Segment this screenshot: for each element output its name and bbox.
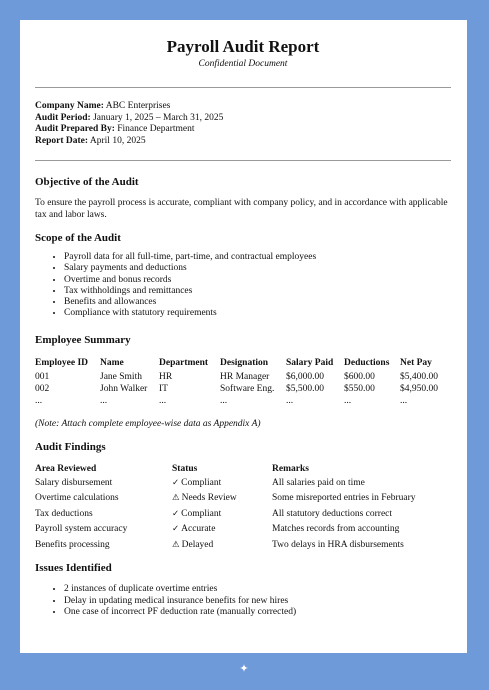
- status-cell: [172, 524, 272, 540]
- table-cell: IT: [159, 383, 168, 394]
- meta-value: ABC Enterprises: [105, 101, 171, 111]
- meta-value: April 10, 2025: [89, 135, 146, 146]
- table-header-row: [35, 464, 432, 478]
- list-item: • One case of incorrect PF deduction rate (manually corrected): [64, 607, 451, 618]
- check-icon: ✓: [172, 508, 180, 519]
- warning-icon: ⚠: [172, 539, 180, 550]
- remarks-cell: Matches records from accounting: [272, 524, 400, 535]
- meta-value: Finance Department: [117, 124, 195, 134]
- area-cell: Overtime calculations: [35, 493, 119, 504]
- table-cell: $550.00: [344, 383, 375, 394]
- list-item: • Payroll data for all full-time, part-time, and contractual employees: [64, 252, 451, 263]
- table-cell: 002: [35, 383, 50, 394]
- status-text: Needs Review: [181, 493, 237, 504]
- status-cell: [172, 540, 272, 556]
- list-item: • Tax withholdings and remittances: [64, 286, 451, 297]
- table-cell: John Walker: [100, 383, 148, 394]
- check-icon: ✓: [172, 477, 180, 488]
- list-item: • Salary payments and deductions: [64, 263, 451, 274]
- table-row: [35, 384, 451, 396]
- audit-findings-heading: Audit Findings: [35, 440, 106, 453]
- table-row: [35, 372, 451, 384]
- meta-company: [35, 101, 451, 113]
- table-cell: HR Manager: [220, 371, 270, 382]
- meta-report-date: [35, 136, 451, 148]
- audit-findings-table: [35, 464, 432, 556]
- table-cell: ...: [286, 395, 294, 406]
- column-header: Name: [100, 357, 124, 368]
- table-row: [35, 509, 432, 525]
- status-text: Delayed: [181, 539, 214, 550]
- table-header-row: [35, 358, 451, 372]
- column-header: Status: [172, 463, 198, 474]
- table-cell: $5,500.00: [286, 383, 324, 394]
- table-cell: 001: [35, 371, 50, 382]
- table-cell: ...: [100, 395, 108, 406]
- check-icon: ✓: [172, 524, 180, 535]
- scope-list: [35, 252, 451, 320]
- meta-period: [35, 113, 451, 125]
- list-item: • Overtime and bonus records: [64, 275, 451, 286]
- column-header: Department: [159, 357, 209, 368]
- report-subtitle: Confidential Document: [198, 59, 288, 69]
- remarks-cell: All salaries paid on time: [272, 477, 365, 488]
- area-cell: Salary disbursement: [35, 477, 113, 488]
- scope-heading: Scope of the Audit: [35, 232, 121, 244]
- status-text: Accurate: [181, 524, 216, 535]
- meta-label: Audit Period:: [35, 112, 91, 123]
- table-cell: $6,000.00: [286, 371, 324, 382]
- meta-value: January 1, 2025 – March 31, 2025: [93, 112, 224, 123]
- area-cell: Benefits processing: [35, 539, 110, 550]
- remarks-cell: Some misreported entries in February: [272, 493, 416, 504]
- report-meta: [35, 101, 451, 147]
- table-row: [35, 524, 432, 540]
- column-header: Net Pay: [400, 357, 432, 368]
- issues-heading: Issues Identified: [35, 562, 112, 575]
- column-header: Area Reviewed: [35, 463, 97, 474]
- divider: [35, 160, 451, 161]
- table-cell: ...: [344, 395, 352, 406]
- list-item: • Compliance with statutory requirements: [64, 308, 451, 319]
- objective-text: To ensure the payroll process is accurate, compliant with company policy, and in accordance with applicable tax and labor laws.: [35, 198, 448, 220]
- table-row: [35, 478, 432, 494]
- status-cell: [172, 478, 272, 494]
- table-cell: Jane Smith: [100, 371, 142, 382]
- list-item: • 2 instances of duplicate overtime entries: [64, 584, 451, 595]
- issues-list: [35, 584, 451, 618]
- divider: [35, 87, 451, 88]
- table-cell: Software Eng.: [220, 383, 275, 394]
- table-cell: ...: [159, 395, 167, 406]
- meta-label: Report Date:: [35, 135, 89, 146]
- list-item: • Benefits and allowances: [64, 297, 451, 308]
- status-cell: [172, 493, 272, 509]
- report-title: Payroll Audit Report: [166, 37, 320, 56]
- table-cell: ...: [400, 395, 408, 406]
- area-cell: Tax deductions: [35, 508, 93, 519]
- employee-summary-heading: Employee Summary: [35, 333, 131, 346]
- meta-prepared-by: [35, 124, 451, 136]
- remarks-cell: All statutory deductions correct: [272, 508, 393, 519]
- column-header: Deductions: [344, 357, 390, 368]
- objective-heading: Objective of the Audit: [35, 176, 139, 188]
- table-row: [35, 493, 432, 509]
- table-cell: $4,950.00: [400, 383, 438, 394]
- table-cell: ...: [35, 395, 43, 406]
- table-row: [35, 396, 451, 408]
- column-header: Salary Paid: [286, 357, 334, 368]
- table-cell: $5,400.00: [400, 371, 438, 382]
- area-cell: Payroll system accuracy: [35, 524, 128, 535]
- status-text: Compliant: [181, 477, 222, 488]
- table-row: [35, 540, 432, 556]
- appendix-note: (Note: Attach complete employee-wise data as Appendix A): [35, 418, 261, 429]
- table-cell: ...: [220, 395, 228, 406]
- warning-icon: ⚠: [172, 493, 180, 504]
- remarks-cell: Two delays in HRA disbursements: [272, 539, 404, 550]
- column-header: Remarks: [272, 463, 309, 474]
- column-header: Employee ID: [35, 357, 89, 368]
- status-text: Compliant: [181, 508, 222, 519]
- document-content: [35, 20, 451, 618]
- meta-label: Audit Prepared By:: [35, 124, 115, 134]
- column-header: Designation: [220, 357, 269, 368]
- meta-label: Company Name:: [35, 101, 104, 111]
- list-item: • Delay in updating medical insurance benefits for new hires: [64, 596, 451, 607]
- table-cell: $600.00: [344, 371, 375, 382]
- document-page: [20, 20, 467, 653]
- table-cell: HR: [159, 371, 173, 382]
- sparkle-icon: ✦: [239, 662, 249, 675]
- employee-summary-table: [35, 358, 451, 408]
- status-cell: [172, 509, 272, 525]
